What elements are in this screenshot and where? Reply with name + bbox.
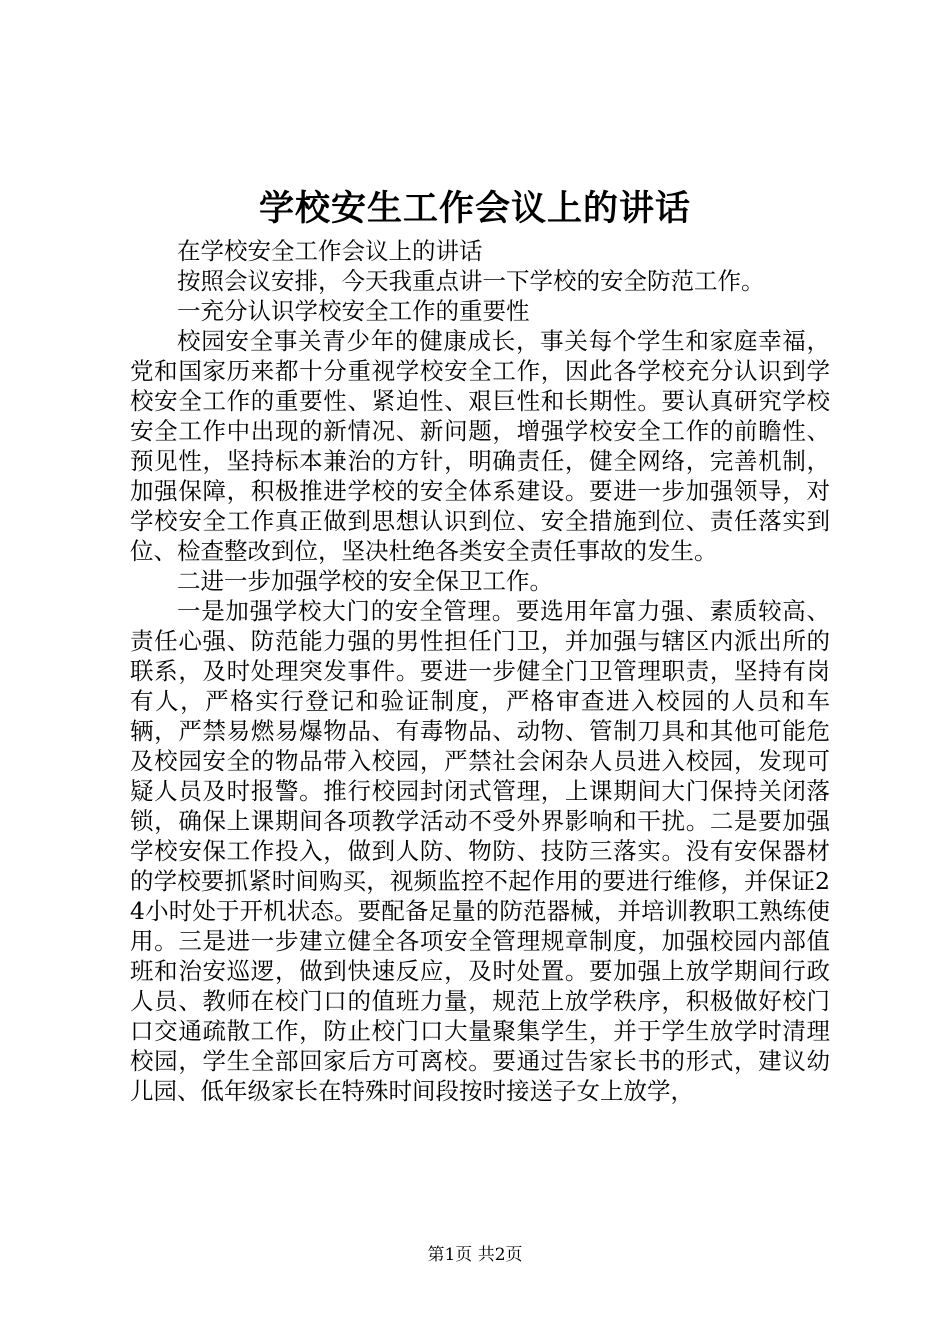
document-body: [130, 236, 830, 1106]
paragraph-section-2: 一是加强学校大门的安全管理。要选用年富力强、素质较高、责任心强、防范能力强的男性担任门卫，并加强与辖区内派出所的联系，及时处理突发事件。要进一步健全门卫管理职责，坚持有岗有人，严格实行登记和验证制度，严格审查进入校园的人员和车辆，严禁易燃易爆物品、有毒物品、动物、管制刀具和其他可能危及校园安全的物品带入校园，严禁社会闲杂人员进入校园，发现可疑人员及时报警。推行校园封闭式管理，上课期间大门保持关闭落锁，确保上课期间各项教学活动不受外界影响和干扰。二是要加强学校安保工作投入，做到人防、物防、技防三落实。没有安保器材的学校要抓紧时间购买，视频监控不起作用的要进行维修，并保证24小时处于开机状态。要配备足量的防范器械，并培训教职工熟练使用。三是进一步建立健全各项安全管理规章制度，加强校园内部值班和治安巡逻，做到快速反应，及时处置。要加强上放学期间行政人员、教师在校门口的值班力量，规范上放学秩序，积极做好校门口交通疏散工作，防止校门口大量聚集学生，并于学生放学时清理校园，学生全部回家后方可离校。要通过告家长书的形式，建议幼儿园、低年级家长在特殊时间段按时接送子女上放学，: [130, 597, 830, 1105]
section-heading-1: 一充分认识学校安全工作的重要性: [177, 297, 530, 325]
document-title: 学校安生工作会议上的讲话: [258, 188, 691, 229]
page-number-footer: 第1页 共2页: [427, 1245, 523, 1265]
paragraph-subtitle: 在学校安全工作会议上的讲话: [177, 237, 483, 265]
paragraph-section-1: 校园安全事关青少年的健康成长，事关每个学生和家庭幸福，党和国家历来都十分重视学校安全工作，因此各学校充分认识到学校安全工作的重要性、紧迫性、艰巨性和长期性。要认真研究学校安全工作中出现的新情况、新问题，增强学校安全工作的前瞻性、预见性，坚持标本兼治的方针，明确责任，健全网络，完善机制，加强保障，积极推进学校的安全体系建设。要进一步加强领导，对学校安全工作真正做到思想认识到位、安全措施到位、责任落实到位、检查整改到位，坚决杜绝各类安全责任事故的发生。: [130, 327, 830, 565]
paragraph-intro: 按照会议安排，今天我重点讲一下学校的安全防范工作。: [177, 267, 765, 295]
section-heading-2: 二进一步加强学校的安全保卫工作。: [177, 567, 553, 595]
